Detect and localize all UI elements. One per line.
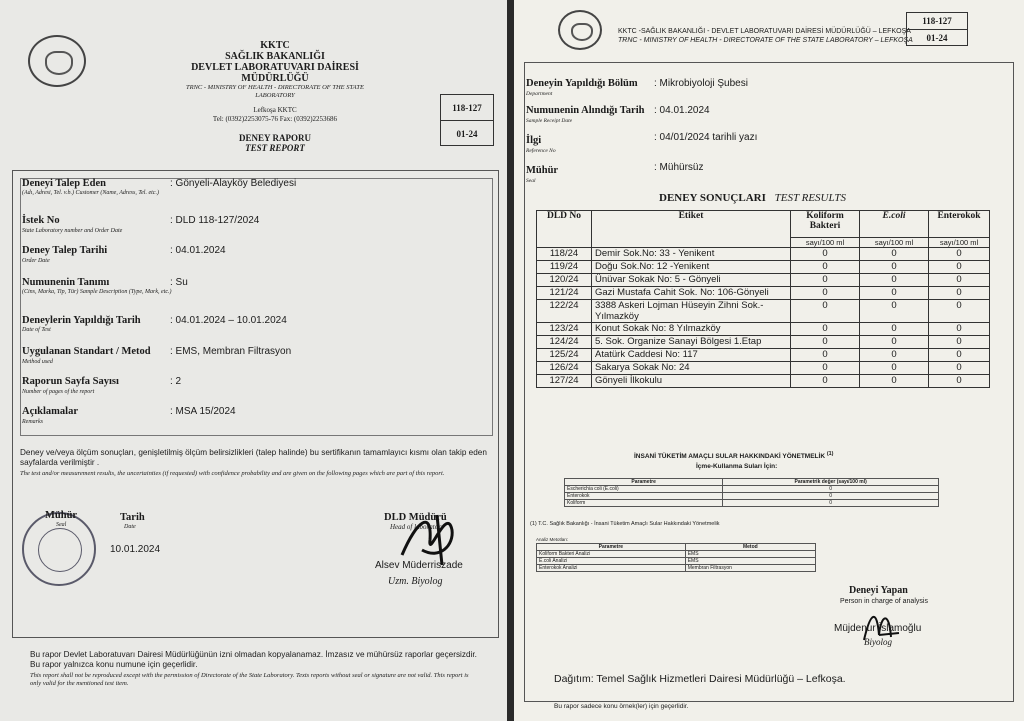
table-row (537, 336, 990, 349)
field-value: : 04.01.2024 – 10.01.2024 (170, 315, 287, 326)
cell-coliform: 0 (791, 300, 860, 323)
cell-label: Atatürk Caddesi No: 117 (592, 349, 791, 362)
header-dept-2: MÜDÜRLÜĞÜ (241, 73, 309, 84)
cell-coliform: 0 (791, 248, 860, 261)
results-title-tr: DENEY SONUÇLARI (659, 192, 766, 204)
field-label: Numunenin Alındığı Tarih (526, 105, 645, 116)
cell-label: Gönyeli İlkokulu (592, 375, 791, 388)
field-label: İlgi (526, 135, 542, 146)
cell-coliform: 0 (791, 375, 860, 388)
header-line-1: KKTC -SAĞLIK BAKANLIĞI - DEVLET LABORATUVARI DAİRESİ MÜDÜRLÜĞÜ – LEFKOŞA (618, 28, 911, 35)
cell-ecoli: 0 (860, 375, 929, 388)
cell-label: Konut Sokak No: 8 Yılmazköy (592, 323, 791, 336)
field-sub: (Adı, Adresi, Tel. v.b.) Customer (Name, Adress, Tel. etc.) (22, 190, 159, 196)
report-page-2 (514, 0, 1024, 721)
cell-enterococcus: 0 (929, 362, 990, 375)
reference-box (440, 94, 494, 146)
field-sub: Sample Receipt Date (526, 118, 573, 124)
cell-enterococcus: 0 (929, 336, 990, 349)
cell-coliform: 0 (791, 261, 860, 274)
field-value: : Mühürsüz (654, 162, 704, 173)
cell-dld-no: 118/24 (537, 248, 592, 261)
table-header-row (565, 479, 939, 486)
table-row (537, 274, 990, 287)
regulation-title-text: İNSANİ TÜKETİM AMAÇLI SULAR HAKKINDAKİ YÖNETMELİK (634, 453, 826, 461)
results-title-en: TEST RESULTS (774, 192, 847, 204)
results-body (537, 248, 990, 388)
ministry-crest-icon (28, 35, 86, 87)
ref-number: 118-127 (907, 13, 967, 30)
field-label: Deneyi Talep Eden (22, 178, 107, 189)
param-name: Koliform (565, 500, 723, 507)
cell-ecoli: 0 (860, 287, 929, 300)
field-label: Deneylerin Yapıldığı Tarih (22, 315, 141, 326)
param-name: Escherichia coli (E.coli) (565, 486, 723, 493)
field-value: : Mikrobiyoloji Şubesi (654, 78, 748, 89)
field-sub: State Laboratory number and Order Date (22, 228, 123, 234)
cell-coliform: 0 (791, 323, 860, 336)
cell-label: 3388 Askeri Lojman Hüseyin Zihni Sok.-Yılmazköy (592, 300, 791, 323)
table-row (565, 500, 939, 507)
param-value-header: Parametrik değer (sayı/100 ml) (723, 479, 939, 486)
regulation-footnote-mark: (1) (826, 451, 834, 457)
field-value: : 04.01.2024 (170, 245, 226, 256)
method-body (537, 551, 816, 572)
results-note: Deney ve/veya ölçüm sonuçları, genişletilmiş ölçüm belirsizlikleri (talep halinde) bu sertifikanın tamamlayıcı kısmı olan takip eden sayfalarda verilmiştir . (20, 448, 487, 467)
cell-coliform: 0 (791, 349, 860, 362)
header-dept-1: DEVLET LABORATUVARI DAİRESİ (191, 62, 359, 73)
seal-label: Mühür (45, 510, 78, 521)
field-value: : Gönyeli-Alayköy Belediyesi (170, 178, 297, 189)
unit-coliform: sayı/100 ml (791, 238, 860, 248)
analyst-title: Biyolog (864, 637, 892, 647)
field-value: : 04.01.2024 (654, 105, 710, 116)
cell-dld-no: 123/24 (537, 323, 592, 336)
method-header: Metod (685, 544, 815, 551)
date-label-en: Date (124, 524, 136, 530)
report-title: DENEY RAPORU (239, 133, 311, 143)
cell-coliform: 0 (791, 362, 860, 375)
field-sub: Reference No (526, 148, 556, 154)
cell-coliform: 0 (791, 287, 860, 300)
cell-enterococcus: 0 (929, 287, 990, 300)
parameter-body (565, 486, 939, 507)
param-name: Enterokok (565, 493, 723, 500)
col-label: Etiket (592, 211, 791, 248)
field-sub: Remarks (22, 419, 43, 425)
cell-coliform: 0 (791, 274, 860, 287)
cell-dld-no: 125/24 (537, 349, 592, 362)
field-sub: Seal (526, 178, 536, 184)
table-row (537, 362, 990, 375)
cell-label: Demir Sok.No: 33 - Yenikent (592, 248, 791, 261)
field-value: : DLD 118-127/2024 (170, 215, 260, 226)
parameter-table (564, 478, 939, 507)
field-label: Raporun Sayfa Sayısı (22, 376, 119, 387)
results-note-en: The test and/or measurement results, the uncertainties (if requested) with confidence probability and are given on the following pages which are part of this report. (20, 470, 445, 477)
header-ministry: SAĞLIK BAKANLIĞI (225, 51, 325, 62)
cell-enterococcus: 0 (929, 248, 990, 261)
cell-ecoli: 0 (860, 248, 929, 261)
param-header: Parametre (565, 479, 723, 486)
cell-ecoli: 0 (860, 274, 929, 287)
field-label: Deneyin Yapıldığı Bölüm (526, 78, 638, 89)
bottom-note: Bu rapor sadece konu örnek(ler) için geçerlidir. (554, 703, 689, 710)
unit-enterococcus: sayı/100 ml (929, 238, 990, 248)
param-value: 0 (723, 500, 939, 507)
cell-dld-no: 126/24 (537, 362, 592, 375)
field-label: Deney Talep Tarihi (22, 245, 108, 256)
footer-note: Bu rapor Devlet Laboratuvarı Dairesi Müdürlüğünün izni olmadan kopyalanamaz. İmzasız ve mühürsüz raporlar geçersizdir. Bu rapor yalnızca konu numune için geçerlidir. (30, 650, 477, 669)
header-en-1: TRNC - MINISTRY OF HEALTH - DIRECTORATE OF THE STATE (186, 84, 364, 91)
table-row (537, 375, 990, 388)
method-name: EMS (685, 551, 815, 558)
cell-enterococcus: 0 (929, 274, 990, 287)
col-enterococcus: Enterokok (929, 211, 990, 238)
ministry-crest-icon (558, 10, 602, 50)
field-label: Mühür (526, 165, 559, 176)
unit-ecoli: sayı/100 ml (860, 238, 929, 248)
cell-label: Doğu Sok.No: 12 -Yenikent (592, 261, 791, 274)
cell-enterococcus: 0 (929, 375, 990, 388)
cell-dld-no: 124/24 (537, 336, 592, 349)
cell-ecoli: 0 (860, 323, 929, 336)
param-value: 0 (723, 486, 939, 493)
cell-enterococcus: 0 (929, 261, 990, 274)
results-table (536, 210, 990, 388)
table-row (537, 248, 990, 261)
cell-dld-no: 120/24 (537, 274, 592, 287)
ref-year: 01-24 (926, 33, 948, 43)
header-kktc: KKTC (260, 40, 290, 51)
cell-label: Ünüvar Sokak No: 5 - Gönyeli (592, 274, 791, 287)
methods-caption: Analiz Metotları: (536, 537, 569, 542)
cell-ecoli: 0 (860, 349, 929, 362)
field-value: : Su (170, 277, 188, 288)
field-sub: Order Date (22, 258, 50, 264)
director-label-en: Head of laboratory (390, 523, 445, 531)
field-sub: Number of pages of the report (22, 389, 95, 395)
cell-dld-no: 121/24 (537, 287, 592, 300)
regulation-subtitle: İçme-Kullanma Suları İçin: (696, 463, 778, 470)
cell-label: Gazi Mustafa Cahit Sok. No: 106-Gönyeli (592, 287, 791, 300)
cell-dld-no: 127/24 (537, 375, 592, 388)
col-coliform: Koliform Bakteri (791, 211, 860, 238)
field-sub: Date of Test (22, 327, 51, 333)
analyst-label-en: Person in charge of analysis (840, 598, 928, 605)
field-sub: Method used (22, 359, 53, 365)
cell-ecoli: 0 (860, 362, 929, 375)
field-sub: Department (526, 91, 553, 97)
header-phone: Tel: (0392)2253075-76 Fax: (0392)2253686 (212, 115, 338, 123)
header-en-2: LABORATORY (255, 92, 295, 99)
director-name: Alsev Müderriszade (375, 560, 463, 571)
table-row (565, 486, 939, 493)
cell-label: 5. Sok. Organize Sanayi Bölgesi 1.Etap (592, 336, 791, 349)
field-label: Uygulanan Standart / Metod (22, 346, 151, 357)
report-page-1 (0, 0, 507, 721)
footer-note-en: This report shall not be reproduced except with the permission of Directorate of the State Laboratory. Texts reports without seal or signature are not valid. This report is only valid for the mentioned test item. (30, 672, 469, 687)
table-row (537, 565, 816, 572)
cell-dld-no: 122/24 (537, 300, 592, 323)
table-row (537, 349, 990, 362)
ref-year: 01-24 (456, 128, 478, 139)
table-row (537, 261, 990, 274)
report-date: 10.01.2024 (110, 544, 161, 555)
header-city: Lefkoşa KKTC (253, 106, 297, 114)
field-label: Numunenin Tanımı (22, 277, 110, 288)
distribution: Dağıtım: Temel Sağlık Hizmetleri Dairesi Müdürlüğü – Lefkoşa. (554, 673, 846, 685)
param-value: 0 (723, 493, 939, 500)
director-label: DLD Müdürü (384, 512, 447, 523)
table-header-row (537, 211, 990, 238)
method-table (536, 543, 816, 572)
cell-ecoli: 0 (860, 300, 929, 323)
table-header-row (537, 544, 816, 551)
field-sub: (Cins, Marka, Tip, Tür) Sample Description (Type, Mark, etc.) (22, 289, 172, 295)
cell-enterococcus: 0 (929, 349, 990, 362)
table-row (565, 493, 939, 500)
analyst-name: Müjdenur İslamoğlu (834, 623, 922, 634)
cell-enterococcus: 0 (929, 300, 990, 323)
method-param: E.coli Analizi (537, 558, 686, 565)
regulation-footnote: (1) T.C. Sağlık Bakanlığı - İnsani Tüketim Amaçlı Sular Hakkındaki Yönetmelik (530, 521, 720, 527)
field-value: : EMS, Membran Filtrasyon (170, 346, 292, 357)
analyst-label: Deneyi Yapan (849, 585, 908, 596)
results-title (659, 192, 846, 204)
field-label: Açıklamalar (22, 406, 78, 417)
method-name: EMS (685, 558, 815, 565)
cell-enterococcus: 0 (929, 323, 990, 336)
col-dld-no: DLD No (537, 211, 592, 248)
report-title-en: TEST REPORT (245, 143, 305, 153)
table-row (537, 300, 990, 323)
seal-label-en: Seal (56, 522, 67, 528)
method-param: Koliform Bakteri Analizi (537, 551, 686, 558)
cell-ecoli: 0 (860, 336, 929, 349)
field-value: : MSA 15/2024 (170, 406, 236, 417)
ref-number: 118-127 (441, 95, 493, 121)
cell-ecoli: 0 (860, 261, 929, 274)
method-name: Membran Filtrasyon (685, 565, 815, 572)
cell-coliform: 0 (791, 336, 860, 349)
cell-dld-no: 119/24 (537, 261, 592, 274)
method-param-header: Parametre (537, 544, 686, 551)
cell-label: Sakarya Sokak No: 24 (592, 362, 791, 375)
table-row (537, 323, 990, 336)
table-row (537, 287, 990, 300)
col-ecoli: E.coli (860, 211, 929, 238)
field-label: İstek No (22, 215, 60, 226)
regulation-title (634, 451, 833, 460)
method-param: Enterokok Analizi (537, 565, 686, 572)
date-label: Tarih (120, 512, 145, 523)
reference-box (906, 12, 968, 46)
director-title: Uzm. Biyolog (388, 576, 443, 587)
table-row (537, 551, 816, 558)
header-line-2: TRNC - MINISTRY OF HEALTH - DIRECTORATE OF THE STATE LABORATORY – LEFKOŞA (618, 37, 913, 44)
field-value: : 2 (170, 376, 182, 387)
field-value: : 04/01/2024 tarihli yazı (654, 132, 758, 143)
table-row (537, 558, 816, 565)
